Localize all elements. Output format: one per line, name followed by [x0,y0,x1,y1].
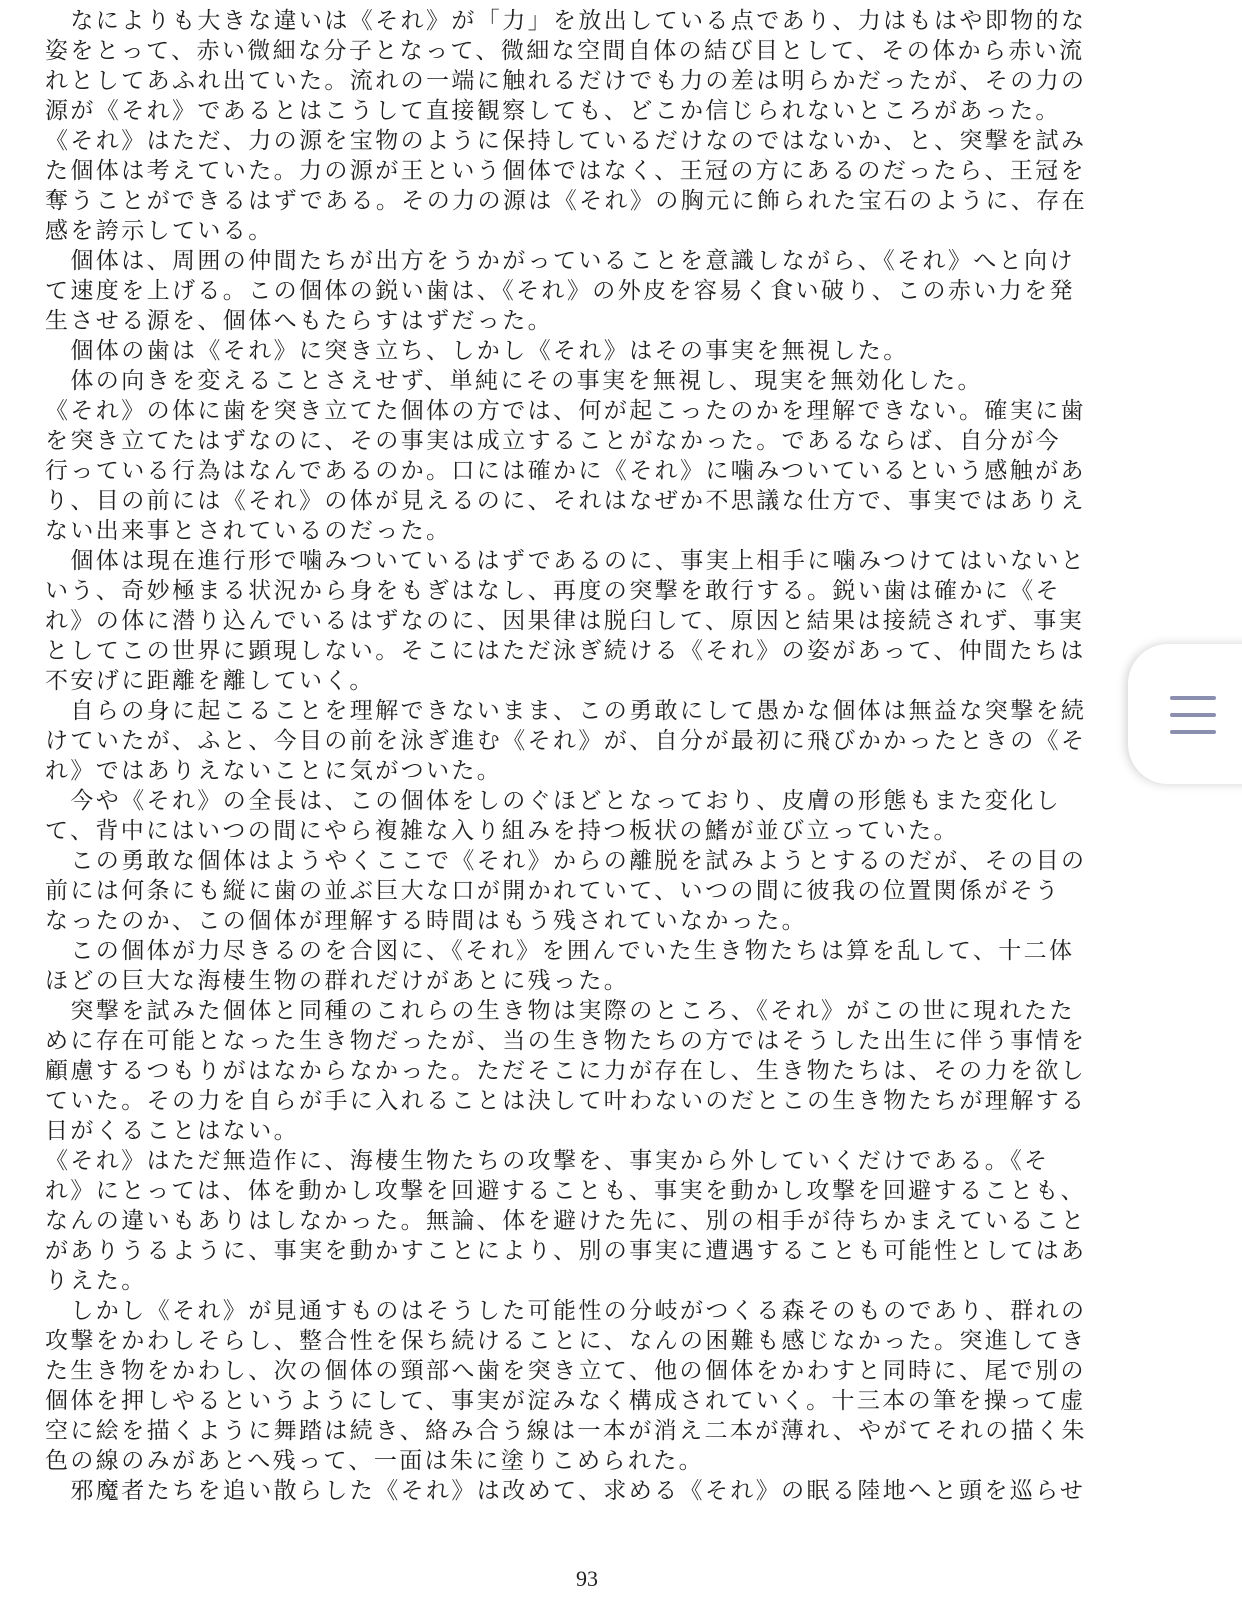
text-line: 色の線のみがあとへ残って、一面は朱に塗りこめられた。 [45,1448,705,1474]
text-line: なんの違いもありはしなかった。無論、体を避けた先に、別の相手が待ちかまえていること [45,1208,1087,1234]
text-line: て、背中にはいつの間にやら複雑な入り組みを持つ板状の鰭が並び立っていた。 [45,818,959,844]
text-line: 生させる源を、個体へもたらすはずだった。 [45,308,553,334]
text-line: 顧慮するつもりがはなからなかった。ただそこに力が存在し、生き物たちは、その力を欲し [45,1058,1087,1084]
text-line: この個体が力尽きるのを合図に、《それ》を囲んでいた生き物たちは算を乱して、十二体 [45,938,1075,964]
text-line: がありうるように、事実を動かすことにより、別の事実に遭遇することも可能性としてはあ [45,1238,1087,1264]
text-line: 姿をとって、赤い微細な分子となって、微細な空間自体の結び目として、その体から赤い流 [45,38,1085,64]
text-line: めに存在可能となった生き物だったが、当の生き物たちの方ではそうした出生に伴う事情を [45,1028,1087,1054]
text-line: 攻撃をかわしそらし、整合性を保ち続けることに、なんの困難も感じなかった。突進してき [45,1328,1087,1354]
text-line: れ》の体に潜り込んでいるはずなのに、因果律は脱臼して、原因と結果は接続されず、事実 [45,608,1085,634]
text-line: 個体を押しやるというようにして、事実が淀みなく構成されていく。十三本の筆を操って虚 [45,1388,1086,1414]
text-line: ない出来事とされているのだった。 [45,518,452,544]
text-line: れ》ではありえないことに気がついた。 [45,758,503,784]
text-line: 源が《それ》であるとはこうして直接観察しても、どこか信じられないところがあった。 [45,98,1061,124]
text-line: 今や《それ》の全長は、この個体をしのぐほどとなっており、皮膚の形態もまた変化し [45,788,1061,814]
hamburger-menu-icon [1170,696,1216,734]
text-line: としてこの世界に顕現しない。そこにはただ泳ぎ続ける《それ》の姿があって、仲間たちは [45,638,1086,664]
text-line: 個体は、周囲の仲間たちが出方をうかがっていることを意識しながら、《それ》へと向け [45,248,1075,274]
text-line: なったのか、この個体が理解する時間はもう残されていなかった。 [45,908,807,934]
text-line: けていたが、ふと、今目の前を泳ぎ進む《それ》が、自分が最初に飛びかかったときの《そ [45,728,1087,754]
text-line: れとしてあふれ出ていた。流れの一端に触れるだけでも力の差は明らかだったが、その力の [45,68,1087,94]
text-line: りえた。 [45,1268,147,1294]
text-line: この勇敢な個体はようやくここで《それ》からの離脱を試みようとするのだが、その目の [45,848,1087,874]
text-line: 邪魔者たちを追い散らした《それ》は改めて、求める《それ》の眠る陸地へと頭を巡らせ [45,1478,1086,1504]
text-line: 行っている行為はなんであるのか。口には確かに《それ》に噛みついているという感触があ [45,458,1086,484]
text-line: 《それ》はただ、力の源を宝物のように保持しているだけなのではないか、と、突撃を試み [45,128,1087,154]
text-line: 感を誇示している。 [45,218,274,244]
text-line: 自らの身に起こることを理解できないまま、この勇敢にして愚かな個体は無益な突撃を続 [45,698,1087,724]
text-line: 前には何条にも縦に歯の並ぶ巨大な口が開かれていて、いつの間に彼我の位置関係がそう [45,878,1061,904]
text-line: 奪うことができるはずである。その力の源は《それ》の胸元に飾られた宝石のように、存在 [45,188,1088,214]
text-line: 不安げに距離を離していく。 [45,668,375,694]
text-line: しかし《それ》が見通すものはそうした可能性の分岐がつくる森そのものであり、群れの [45,1298,1087,1324]
text-line: た個体は考えていた。力の源が王という個体ではなく、王冠の方にあるのだったら、王冠を [45,158,1086,184]
text-line: いう、奇妙極まる状況から身をもぎはなし、再度の突撃を敢行する。鋭い歯は確かに《そ [45,578,1061,604]
text-line: 個体は現在進行形で噛みついているはずであるのに、事実上相手に噛みつけてはいないと [45,548,1087,574]
text-line: 《それ》の体に歯を突き立てた個体の方では、何が起こったのかを理解できない。確実に歯 [45,398,1086,424]
text-line: 日がくることはない。 [45,1118,299,1144]
text-line: なによりも大きな違いは《それ》が「力」を放出している点であり、力はもはや即物的な [45,8,1087,34]
menu-button[interactable] [1128,644,1242,784]
text-line: を突き立てたはずなのに、その事実は成立することがなかった。であるならば、自分が今 [45,428,1061,454]
text-line: た生き物をかわし、次の個体の頸部へ歯を突き立て、他の個体をかわすと同時に、尾で別の [45,1358,1086,1384]
text-line: 空に絵を描くように舞踏は続き、絡み合う線は一本が消え二本が薄れ、やがてそれの描く朱 [45,1418,1087,1444]
text-line: 突撃を試みた個体と同種のこれらの生き物は実際のところ、《それ》がこの世に現れたた [45,998,1075,1024]
text-line: れ》にとっては、体を動かし攻撃を回避することも、事実を動かし攻撃を回避することも、 [45,1178,1086,1204]
text-line: て速度を上げる。この個体の鋭い歯は、《それ》の外皮を容易く食い破り、この赤い力を発 [45,278,1075,304]
text-body [45,6,1125,1516]
text-line: 体の向きを変えることさえせず、単純にその事実を無視し、現実を無効化した。 [45,368,983,394]
text-line: 個体の歯は《それ》に突き立ち、しかし《それ》はその事実を無視した。 [45,338,909,364]
text-line: り、目の前には《それ》の体が見えるのに、それはなぜか不思議な仕方で、事実ではありえ [45,488,1086,514]
text-line: 《それ》はただ無造作に、海棲生物たちの攻撃を、事実から外していくだけである。《そ [45,1148,1050,1174]
page-number: 93 [576,1566,598,1591]
text-line: ほどの巨大な海棲生物の群れだけがあとに残った。 [45,968,630,994]
text-line: ていた。その力を自らが手に入れることは決して叶わないのだとこの生き物たちが理解する [45,1088,1087,1114]
